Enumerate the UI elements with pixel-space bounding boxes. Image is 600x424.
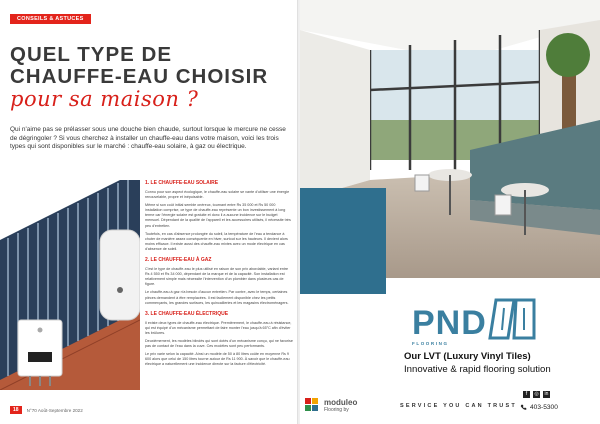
ad-tagline: SERVICE YOU CAN TRUST bbox=[400, 403, 517, 409]
ad-headline: Our LVT (Luxury Vinyl Tiles) bbox=[404, 351, 531, 362]
issue-label: N°70 Août-Septembre 2022 bbox=[26, 407, 83, 413]
paragraph: Même si son coût initial semble onéreux, tournant entre Rs 35 000 et Rs 50 000 installation comprise, ce type de chauffe-eau représente un bon investissement à long terme car l'énergie solaire est gratuite et donc il a aucune incidence sur le budget mensuel. Dépendant de la qualité de l'appareil et les accessoires utilisés, il nécessite très peu d'entretien. bbox=[145, 203, 291, 228]
ad-footer bbox=[300, 391, 600, 421]
article-body bbox=[145, 180, 293, 367]
section-heading-solar: 1. LE CHAUFFE-EAU SOLAIRE bbox=[145, 180, 219, 186]
brand-name: PND bbox=[412, 304, 487, 342]
right-page-ad bbox=[300, 0, 600, 424]
moduleo-mark-icon bbox=[304, 394, 322, 412]
paragraph: Il existe deux types de chauffe-eau électrique. Premièrement, le chauffe-eau à résistance, qui est équipé d'un mécanisme permettant de faire monter l'eau jusqu'à 65°C afin d'éviter les brûlures. bbox=[145, 320, 292, 335]
moduleo-logo bbox=[304, 394, 364, 418]
paragraph: Le chauffe-eau à gaz n'a besoin d'aucun entretien. Par contre, avec le temps, certaines pièces demandent à être remplacées. Il est facilement disponible chez les petits commerçants, les grandes surfaces, les quincailleries et les magasins électroménagers. bbox=[145, 290, 289, 305]
ad-subheadline: Innovative & rapid flooring solution bbox=[404, 364, 551, 375]
left-page bbox=[0, 0, 298, 424]
paragraph: Toutefois, en cas d'absence prolongée du soleil, la température de l'eau a tendance à chuter de manière assez conséquente en hiver, surtout sur les hauteurs. Il devient alors moins efficace. Il existe aussi des chauffe-eau mixtes avec un mode électrique en cas d'absence de soleil. bbox=[145, 231, 288, 251]
article-intro: Qui n'aime pas se prélasser sous une douche bien chaude, surtout lorsque le mercure ne cesse de dégringoler ? Si vous cherchez à installer un chauffe-eau dans votre maison, voici les trois types qui sont disponibles sur le marché : chauffe-eau solaire, à gaz ou électrique. bbox=[10, 126, 286, 151]
paragraph: Le prix varie selon la capacité. Ainsi un modèle de 50 à 80 litres coûte en moyenne Rs 9 600 alors que celui de 150 litres tourne autour de Rs 11 900. À savoir que le chauffe-eau électrique a naturellement une incidence directe sur la facture d'électricité. bbox=[145, 352, 290, 367]
facebook-icon[interactable]: f bbox=[523, 391, 530, 398]
paragraph: Deuxièmement, les modèles blindés qui sont dotés d'un mécanisme conçu, qui ne favorise pas de contact de l'eau dans la cuve. Ces modèles sont peu performants. bbox=[145, 338, 293, 349]
section-badge: CONSEILS & ASTUCES bbox=[10, 14, 91, 24]
instagram-icon[interactable]: ◎ bbox=[534, 391, 539, 397]
paragraph: C'est le type de chauffe-eau le plus utilisé en raison de son prix abordable, variant entre Rs 4 550 et Rs 34 000, dépendant de la marque et de la capacité. Son installation est relativement simple mais nécessite l'intervention d'un plombier dans plusieurs cas de figure. bbox=[145, 267, 289, 287]
social-icons bbox=[523, 391, 550, 401]
decorative-teal-block bbox=[300, 188, 386, 294]
pnd-flooring-logo bbox=[410, 294, 540, 344]
moduleo-name: moduleo bbox=[324, 398, 358, 407]
section-heading-gas: 2. LE CHAUFFE-EAU À GAZ bbox=[145, 257, 212, 264]
page-footer bbox=[10, 405, 83, 415]
moduleo-sub: Flooring by bbox=[324, 407, 349, 413]
linkedin-icon[interactable]: in bbox=[544, 391, 549, 397]
paragraph: Connu pour son aspect écologique, le chauffe-eau solaire se vante d'utiliser une énergie renouvelable, propre et inépuisable. bbox=[145, 190, 290, 200]
article-title-script: pour sa maison ? bbox=[10, 87, 199, 111]
article-title: QUEL TYPE DE CHAUFFE-EAU CHOISIR bbox=[10, 43, 269, 88]
phone-icon bbox=[520, 404, 527, 411]
phone-contact bbox=[520, 404, 558, 411]
brand-sub: FLOORING bbox=[412, 341, 449, 346]
section-heading-electric: 3. LE CHAUFFE-EAU ÉLECTRIQUE bbox=[145, 310, 229, 317]
water-heater-illustration bbox=[0, 180, 140, 390]
page-number: 18 bbox=[10, 406, 22, 414]
phone-number: 403-5300 bbox=[530, 404, 558, 411]
